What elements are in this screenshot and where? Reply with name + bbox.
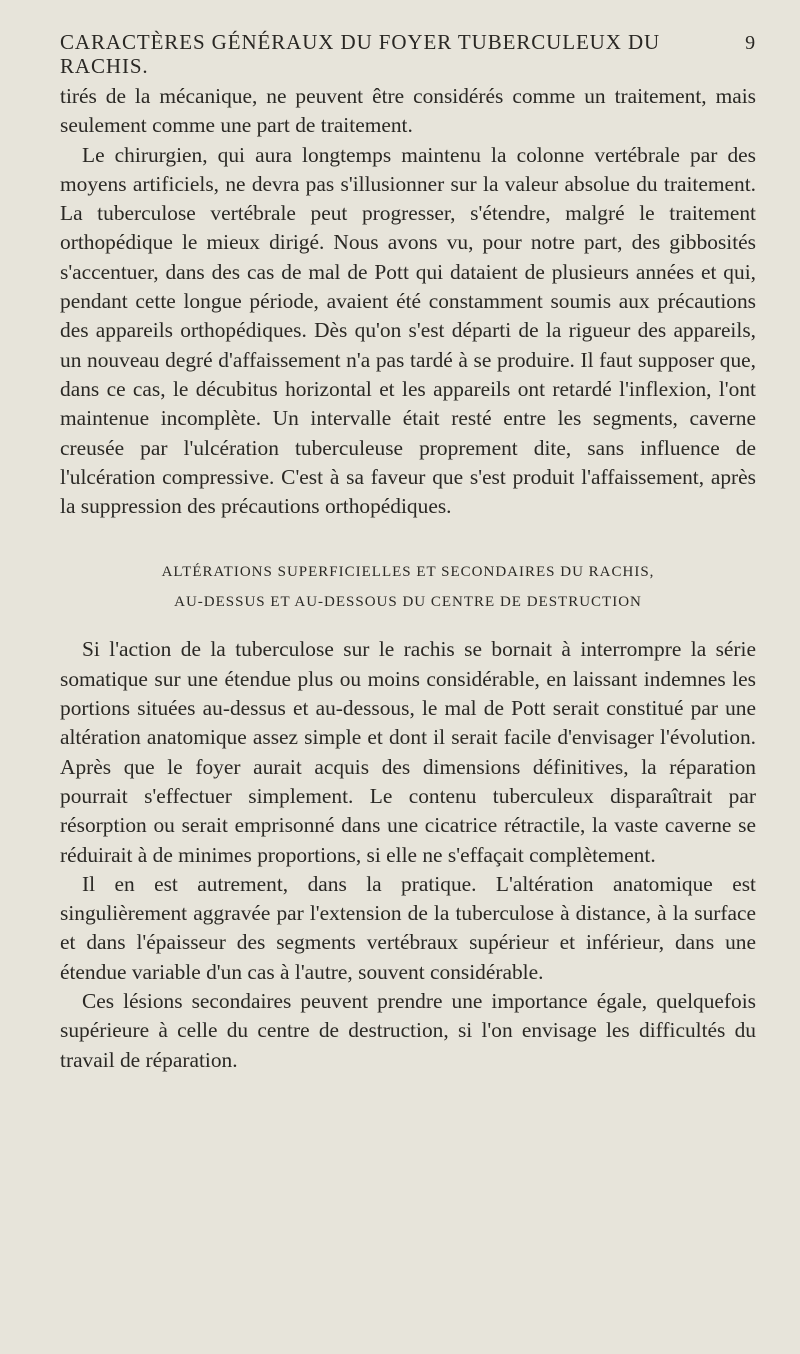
paragraph: tirés de la mécanique, ne peuvent être considérés comme un traitement, mais seulement comme une part de traitement. <box>60 84 756 138</box>
section-heading <box>60 557 756 617</box>
section-heading-line-2: AU-DESSUS ET AU-DESSOUS DU CENTRE DE DESTRUCTION <box>174 594 642 611</box>
running-head <box>60 30 756 78</box>
paragraph: Le chirurgien, qui aura longtemps maintenu la colonne vertébrale par des moyens artificiels, ne devra pas s'illusionner sur la valeur absolue du traitement. La tuberculose vertébrale peut progresser, s'étendre, malgré le traitement orthopédique le mieux dirigé. Nous avons vu, pour notre part, des gibbosités s'accentuer, dans des cas de mal de Pott qui dataient de plusieurs années et qui, pendant cette longue période, avaient été constamment soumis aux précautions des appareils orthopédiques. Dès qu'on s'est départi de la rigueur des appareils, un nouveau degré d'affaissement n'a pas tardé à se produire. Il faut supposer que, dans ce cas, le décubitus horizontal et les appareils ont retardé l'inflexion, l'ont maintenue incomplète. Un intervalle était resté entre les segments, caverne creusée par l'ulcération tuberculeuse proprement dite, sans influence de l'ulcération compressive. C'est à sa faveur que s'est produit l'affaissement, après la suppression des précautions orthopédiques. <box>60 142 756 519</box>
section-heading-line-1: ALTÉRATIONS SUPERFICIELLES ET SECONDAIRES DU RACHIS, <box>161 564 655 581</box>
paragraph: Il en est autrement, dans la pratique. L'altération anatomique est singulièrement aggravée par l'extension de la tuberculose à distance, à la surface et dans l'épaisseur des segments vertébraux supérieur et inférieur, dans une étendue variable d'un cas à l'autre, souvent considérable. <box>60 871 756 984</box>
body-text-before-heading <box>60 82 756 521</box>
body-text-after-heading <box>60 635 756 1074</box>
paragraph: Si l'action de la tuberculose sur le rachis se bornait à interrompre la série somatique sur une étendue plus ou moins considérable, en laissant indemnes les portions situées au-dessus et au-dessous, le mal de Pott serait constitué par une altération anatomique assez simple et dont il serait facile d'envisager l'évolution. Après que le foyer aurait acquis des dimensions définitives, la réparation pourrait s'effectuer simplement. Le contenu tuberculeux disparaîtrait par résorption ou serait emprisonné dans une cicatrice rétractile, la vaste caverne se réduirait à de minimes proportions, si elle ne s'effaçait complètement. <box>60 637 756 867</box>
running-head-title: CARACTÈRES GÉNÉRAUX DU FOYER TUBERCULEUX DU RACHIS. <box>60 30 661 78</box>
page-number: 9 <box>745 32 756 54</box>
paragraph: Ces lésions secondaires peuvent prendre une importance égale, quelquefois supérieure à celle du centre de destruction, si l'on envisage les difficultés du travail de réparation. <box>60 989 756 1072</box>
